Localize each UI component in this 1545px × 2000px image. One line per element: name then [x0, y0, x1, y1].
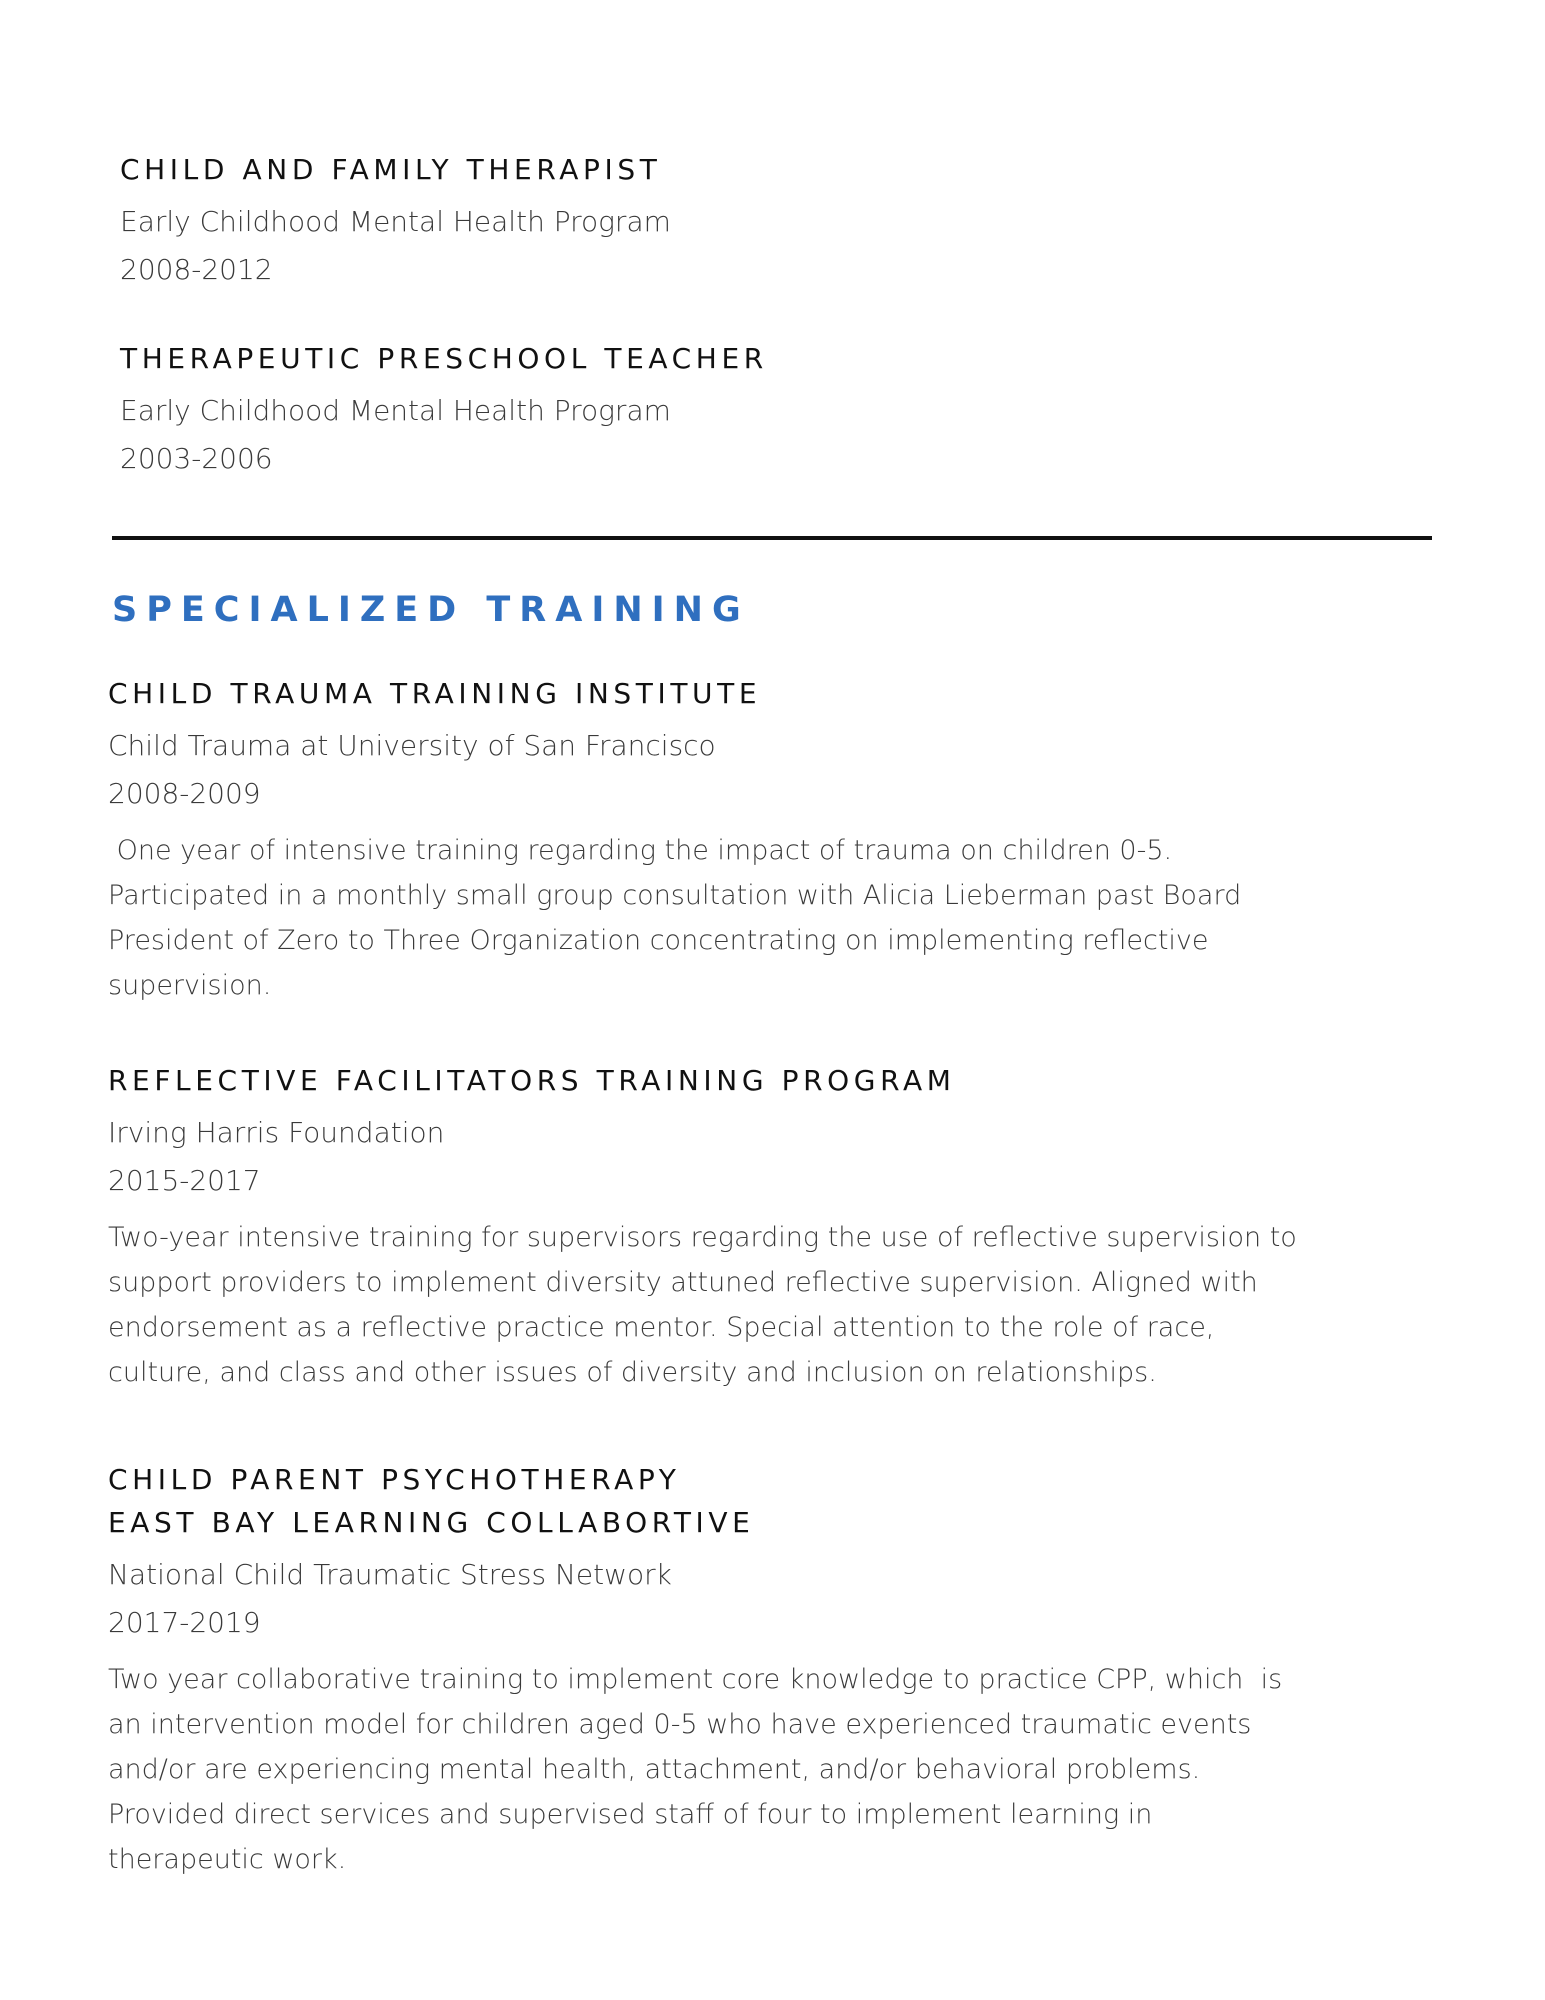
training-entry	[108, 674, 1438, 1008]
training-description	[108, 1215, 1438, 1395]
training-organization: Child Trauma at University of San Francisco	[108, 729, 716, 762]
description-line: an intervention model for children aged 0-5 who have experienced traumatic events	[108, 1709, 1252, 1740]
description-line: Two year collaborative training to implement core knowledge to practice CPP, which is	[108, 1664, 1283, 1695]
training-title: CHILD PARENT PSYCHOTHERAPY	[108, 1463, 681, 1496]
training-dates: 2015-2017	[108, 1164, 261, 1197]
job-dates: 2003-2006	[120, 442, 273, 475]
training-title: REFLECTIVE FACILITATORS TRAINING PROGRAM	[108, 1064, 956, 1097]
experience-entry	[120, 150, 1450, 294]
section-heading-specialized-training: SPECIALIZED TRAINING	[112, 590, 750, 630]
description-line: therapeutic work.	[108, 1844, 347, 1875]
training-entry	[108, 1061, 1438, 1395]
training-organization: Irving Harris Foundation	[108, 1116, 445, 1149]
job-organization: Early Childhood Mental Health Program	[120, 205, 671, 238]
description-line: One year of intensive training regarding the impact of trauma on children 0-5.	[108, 835, 1173, 866]
description-line: and/or are experiencing mental health, attachment, and/or behavioral problems.	[108, 1754, 1201, 1785]
training-dates: 2017-2019	[108, 1606, 261, 1639]
job-dates: 2008-2012	[120, 253, 273, 286]
training-organization: National Child Traumatic Stress Network	[108, 1558, 672, 1591]
description-line: endorsement as a reflective practice mentor. Special attention to the role of race,	[108, 1312, 1215, 1343]
training-entry	[108, 1460, 1438, 1882]
training-description	[108, 1657, 1438, 1882]
description-line: support providers to implement diversity attuned reflective supervision. Aligned with	[108, 1267, 1258, 1298]
description-line: President of Zero to Three Organization concentrating on implementing reflective	[108, 925, 1209, 956]
job-title: CHILD AND FAMILY THERAPIST	[120, 153, 662, 186]
description-line: Provided direct services and supervised staff of four to implement learning in	[108, 1799, 1153, 1830]
training-title: EAST BAY LEARNING COLLABORTIVE	[108, 1506, 755, 1539]
training-description	[108, 828, 1438, 1008]
description-line: Participated in a monthly small group consultation with Alicia Lieberman past Board	[108, 880, 1242, 911]
experience-entry	[120, 339, 1450, 483]
description-line: Two-year intensive training for supervisors regarding the use of reflective supervision to	[108, 1222, 1297, 1253]
section-divider	[112, 536, 1432, 540]
description-line: culture, and class and other issues of diversity and inclusion on relationships.	[108, 1357, 1157, 1388]
description-line: supervision.	[108, 970, 272, 1001]
training-title: CHILD TRAUMA TRAINING INSTITUTE	[108, 677, 762, 710]
training-dates: 2008-2009	[108, 777, 261, 810]
job-title: THERAPEUTIC PRESCHOOL TEACHER	[120, 342, 768, 375]
job-organization: Early Childhood Mental Health Program	[120, 394, 671, 427]
